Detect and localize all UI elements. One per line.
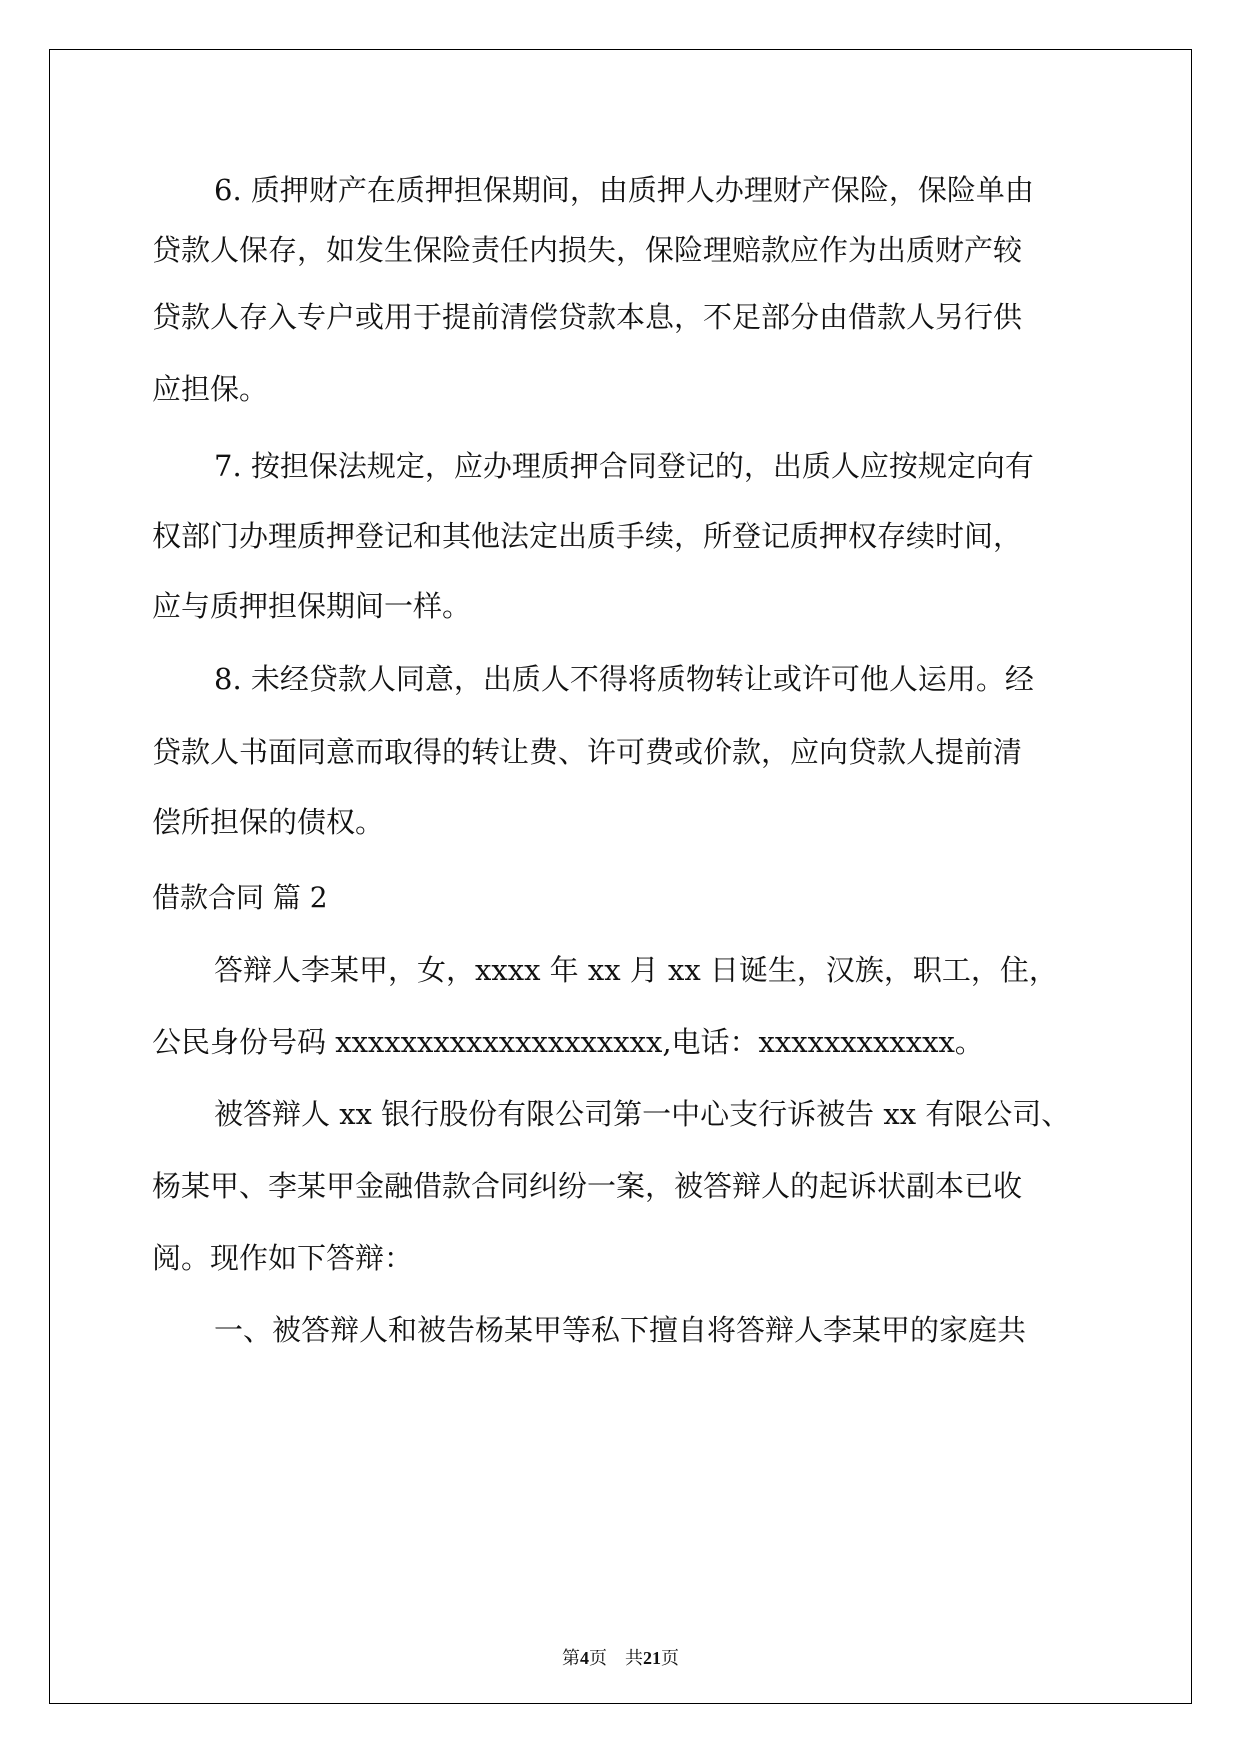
footer-page-mid: 页	[589, 1648, 607, 1668]
footer-total-prefix: 共	[625, 1648, 643, 1668]
case-intro-line-2: 杨某甲、李某甲金融借款合同纠纷一案，被答辩人的起诉状副本已收	[152, 1169, 1023, 1203]
section-heading: 借款合同 篇 2	[152, 881, 328, 914]
respondent-info-line-1: 答辩人李某甲，女，xxxx 年 xx 月 xx 日诞生，汉族，职工，住，	[214, 953, 1058, 987]
case-intro-line-3: 阅。现作如下答辩：	[152, 1241, 414, 1275]
paragraph-7-line-2: 权部门办理质押登记和其他法定出质手续，所登记质押权存续时间，	[152, 519, 1023, 553]
page-border	[49, 49, 1192, 1704]
paragraph-6-line-4: 应担保。	[152, 372, 269, 406]
page-footer	[0, 1644, 1241, 1670]
paragraph-7-line-1: 7. 按担保法规定，应办理质押合同登记的，出质人应按规定向有	[214, 449, 1034, 483]
paragraph-8-line-1: 8. 未经贷款人同意，出质人不得将质物转让或许可他人运用。经	[214, 662, 1034, 696]
defense-point-1-line-1: 一、被答辩人和被告杨某甲等私下擅自将答辩人李某甲的家庭共	[214, 1313, 1027, 1347]
paragraph-6-line-3: 贷款人存入专户或用于提前清偿贷款本息，不足部分由借款人另行供	[152, 300, 1023, 334]
footer-total-pages: 21	[643, 1648, 661, 1668]
paragraph-8-line-3: 偿所担保的债权。	[152, 805, 385, 839]
paragraph-8-line-2: 贷款人书面同意而取得的转让费、许可费或价款，应向贷款人提前清	[152, 735, 1023, 769]
paragraph-7-line-3: 应与质押担保期间一样。	[152, 589, 472, 623]
footer-page-number: 4	[580, 1648, 589, 1668]
respondent-info-line-2: 公民身份号码 xxxxxxxxxxxxxxxxxxxx,电话：xxxxxxxxxxxx。	[152, 1025, 984, 1059]
paragraph-6-line-1: 6. 质押财产在质押担保期间，由质押人办理财产保险，保险单由	[214, 173, 1034, 207]
case-intro-line-1: 被答辩人 xx 银行股份有限公司第一中心支行诉被告 xx 有限公司、	[214, 1097, 1071, 1131]
footer-total-suffix: 页	[661, 1648, 679, 1668]
paragraph-6-line-2: 贷款人保存，如发生保险责任内损失，保险理赔款应作为出质财产较	[152, 233, 1023, 267]
footer-page-prefix: 第	[562, 1648, 580, 1668]
